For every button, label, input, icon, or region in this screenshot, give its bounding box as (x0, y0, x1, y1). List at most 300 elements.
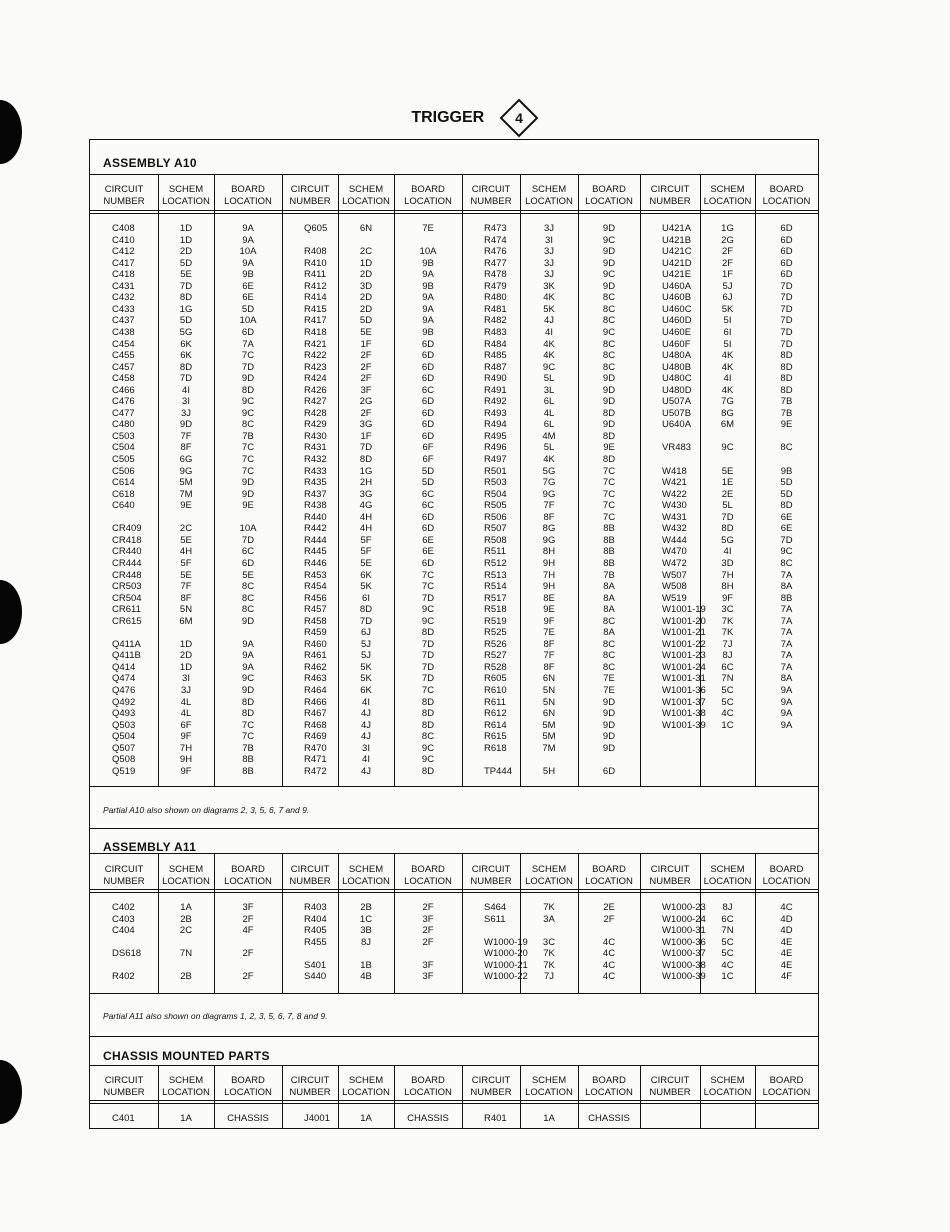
circuit-number: C618 (112, 488, 135, 500)
board-location: 7D (421, 661, 435, 673)
schem-location: 7F (180, 430, 192, 442)
section-note: Partial A10 also shown on diagrams 2, 3, 5, 6, 7 and 9. (103, 805, 310, 815)
board-location: 8D (602, 430, 616, 442)
circuit-number: U480A (662, 350, 692, 362)
board-location: 7B (780, 407, 793, 419)
board-location: 7D (780, 303, 793, 315)
schem-location: 7N (721, 673, 734, 685)
schem-location: 6M (179, 615, 193, 627)
board-location: 5D (421, 465, 435, 477)
column-header-circuit (462, 864, 520, 888)
board-location: 6D (421, 396, 435, 408)
board-location: 7D (780, 534, 793, 546)
circuit-number: R430 (304, 430, 327, 442)
schem-location: 8D (359, 604, 373, 616)
circuit-number: U460A (662, 280, 692, 292)
circuit-number: W1001-38 (662, 708, 706, 720)
schem-location: 5E (360, 557, 372, 569)
board-location: 10A (239, 315, 257, 327)
header-line: LOCATION (162, 1087, 210, 1098)
schem-location: 6N (542, 673, 556, 685)
board-location: 8D (241, 384, 255, 396)
board-location: 7D (780, 338, 793, 350)
header-line: LOCATION (703, 196, 752, 207)
circuit-number: W1000-19 (484, 936, 528, 948)
circuit-number: R427 (304, 396, 327, 408)
circuit-number: R527 (484, 650, 507, 662)
schem-location: 4H (359, 523, 373, 535)
header-line: SCHEM (710, 864, 745, 875)
column-header-board (578, 1075, 640, 1099)
schem-location: 6N (542, 708, 556, 720)
schem-location: 2F (360, 361, 372, 373)
circuit-number: CR444 (112, 557, 142, 569)
circuit-number: R493 (484, 407, 507, 419)
board-location: 6E (780, 523, 793, 535)
schem-location: 8G (721, 407, 734, 419)
circuit-number: W1001-36 (662, 685, 706, 696)
schem-location: 7G (542, 477, 556, 489)
circuit-number: C455 (112, 350, 135, 362)
circuit-number: R478 (484, 269, 507, 281)
header-line: SCHEM (168, 184, 204, 195)
board-location: 6D (421, 419, 435, 431)
circuit-number: W1000-23 (662, 902, 706, 913)
board-location: CHASSIS (588, 1113, 630, 1124)
schem-location: 3J (543, 246, 555, 258)
circuit-number: U640A (662, 419, 692, 431)
circuit-number: R404 (304, 913, 327, 925)
board-location: 4C (602, 936, 616, 948)
circuit-number: R459 (304, 627, 327, 639)
schem-location: 4H (359, 511, 373, 523)
circuit-number: W470 (662, 546, 687, 558)
schem-location: 8F (180, 442, 192, 454)
circuit-number: CR409 (112, 523, 142, 535)
board-location: 8C (780, 557, 793, 569)
board-location: 9D (602, 396, 616, 408)
header-line: LOCATION (342, 876, 390, 887)
circuit-number: R414 (304, 292, 327, 304)
circuit-number: DS618 (112, 948, 142, 960)
schem-location: 1C (359, 913, 373, 925)
board-location: 7C (602, 465, 616, 477)
circuit-number: R410 (304, 257, 327, 269)
schem-location: 1D (179, 661, 193, 673)
board-location: 8A (603, 581, 615, 593)
section-title: ASSEMBLY A11 (103, 840, 197, 854)
board-location: 3F (242, 902, 254, 913)
column-header-schem (520, 184, 578, 208)
circuit-number: R492 (484, 396, 507, 408)
circuit-number: C433 (112, 303, 135, 315)
header-line: NUMBER (649, 876, 691, 887)
header-line: CIRCUIT (471, 1075, 511, 1086)
board-location: 6E (422, 534, 434, 546)
circuit-number: Q504 (112, 731, 136, 743)
schem-location: 8H (542, 546, 556, 558)
board-location: 7D (780, 326, 793, 338)
board-location: 8C (421, 731, 435, 743)
circuit-number: R455 (304, 936, 327, 948)
circuit-number: Q411A (112, 638, 141, 650)
board-location: 7E (422, 223, 434, 234)
schem-location: 9D (179, 419, 193, 431)
column-header-board (214, 184, 282, 208)
board-location: 9D (602, 731, 616, 743)
board-location: 8C (602, 303, 616, 315)
schem-location: 4J (360, 708, 372, 720)
circuit-number: Q605 (304, 223, 328, 234)
schem-location: 4I (182, 384, 190, 396)
board-location: 3F (422, 959, 434, 971)
column-rule (640, 174, 641, 786)
circuit-number: W1001-37 (662, 696, 706, 708)
board-location: 8A (603, 592, 615, 604)
schem-location: 5K (721, 303, 734, 315)
board-location: 2F (422, 925, 434, 937)
board-location: 2F (603, 913, 615, 925)
schem-location: 6J (722, 292, 733, 304)
board-location: 7A (780, 661, 793, 673)
board-location: 7A (242, 338, 254, 350)
circuit-number: C506 (112, 465, 135, 477)
section-title: ASSEMBLY A10 (103, 156, 197, 170)
schem-location: 6L (543, 396, 555, 408)
schem-location: 2C (179, 925, 193, 937)
circuit-number: R518 (484, 604, 507, 616)
circuit-number: R417 (304, 315, 327, 327)
column-header-circuit (90, 1075, 158, 1099)
circuit-number: C458 (112, 373, 135, 385)
header-line: CIRCUIT (104, 184, 144, 195)
circuit-number: Q503 (112, 719, 136, 731)
schem-location: 2B (360, 902, 372, 913)
circuit-number: W431 (662, 511, 687, 523)
schem-location: 2B (180, 913, 192, 925)
circuit-number: W1000-20 (484, 948, 528, 960)
table-bottom-rule (90, 993, 818, 994)
board-location: 9A (780, 708, 793, 720)
column-header-board (755, 1075, 818, 1099)
circuit-number: R433 (304, 465, 327, 477)
header-top-rule (90, 174, 818, 175)
schem-location: 4K (543, 454, 555, 465)
schem-location: 5E (180, 269, 192, 281)
board-location: 2F (422, 936, 434, 948)
schem-location: 1D (179, 638, 193, 650)
circuit-number: R408 (304, 246, 327, 258)
circuit-number: R528 (484, 661, 507, 673)
schem-location: 2G (721, 234, 734, 246)
section-2 (90, 1036, 818, 1128)
schem-location: 6C (721, 913, 734, 925)
column-header-circuit (282, 1075, 338, 1099)
circuit-number: C457 (112, 361, 135, 373)
header-line: LOCATION (762, 196, 811, 207)
schem-location: 9C (542, 361, 556, 373)
schem-location: 5I (723, 315, 732, 327)
board-location: 5D (780, 477, 793, 489)
column-header-schem (520, 1075, 578, 1099)
circuit-number: W1001-20 (662, 615, 706, 627)
schem-location: 8D (179, 361, 193, 373)
schem-location: 5F (360, 546, 372, 558)
circuit-number: R615 (484, 731, 507, 743)
circuit-number: W1001-22 (662, 638, 706, 650)
circuit-number: Q507 (112, 742, 136, 754)
circuit-number: R473 (484, 223, 507, 234)
parts-location-table (89, 139, 819, 1129)
header-line: SCHEM (168, 1075, 204, 1086)
schem-location: 1A (543, 1113, 555, 1124)
schem-location: 2B (180, 971, 192, 983)
column-header-circuit (282, 184, 338, 208)
board-location: 6D (780, 223, 793, 234)
column-header-schem (158, 184, 214, 208)
board-location: 8C (602, 661, 616, 673)
header-bottom-rule (90, 889, 818, 890)
circuit-number: CR418 (112, 534, 142, 546)
circuit-number: R440 (304, 511, 327, 523)
header-line: CIRCUIT (290, 864, 330, 875)
circuit-number: R483 (484, 326, 507, 338)
circuit-number: W1000-39 (662, 971, 706, 983)
schem-location: 7D (359, 442, 373, 454)
column-header-board (755, 864, 818, 888)
schem-location: 9F (543, 615, 555, 627)
circuit-number: C402 (112, 902, 135, 913)
column-header-schem (158, 1075, 214, 1099)
schem-location: 9C (721, 442, 734, 454)
diagram-number-diamond-icon (499, 98, 539, 138)
board-location: 9A (422, 315, 434, 327)
schem-location: 6I (723, 326, 732, 338)
circuit-number: R605 (484, 673, 507, 685)
schem-location: 5D (179, 315, 193, 327)
column-header-board (214, 864, 282, 888)
header-line: BOARD (592, 864, 626, 875)
board-location: 10A (239, 246, 257, 258)
circuit-number: R474 (484, 234, 507, 246)
circuit-number: R525 (484, 627, 507, 639)
board-location: 8D (602, 454, 616, 465)
schem-location: 7D (179, 280, 193, 292)
schem-location: 3C (721, 604, 734, 616)
board-location: 8B (603, 534, 615, 546)
circuit-number: W1000-31 (662, 925, 706, 937)
board-location: 8B (242, 754, 254, 766)
circuit-number: R466 (304, 696, 327, 708)
board-location: 6C (421, 384, 435, 396)
board-location: 6C (421, 500, 435, 512)
board-location: 8C (241, 419, 255, 431)
schem-location: 5K (360, 661, 372, 673)
board-location: 8C (241, 604, 255, 616)
circuit-number: U507B (662, 407, 692, 419)
circuit-number: U460F (662, 338, 691, 350)
header-line: SCHEM (531, 864, 567, 875)
board-location: 8C (602, 338, 616, 350)
schem-location: 3J (543, 223, 555, 234)
board-location: 8B (603, 523, 615, 535)
circuit-number: S440 (304, 971, 327, 983)
schem-location: 7J (543, 971, 555, 983)
board-location: 9D (602, 246, 616, 258)
circuit-number: C403 (112, 913, 135, 925)
board-location: 8D (241, 696, 255, 708)
circuit-number: Q492 (112, 696, 136, 708)
circuit-number: C404 (112, 925, 135, 937)
board-location: 10A (239, 523, 257, 535)
circuit-number: R403 (304, 902, 327, 913)
board-location: 7D (780, 315, 793, 327)
board-location: 6E (242, 280, 254, 292)
circuit-number: R612 (484, 708, 507, 720)
circuit-number: R517 (484, 592, 507, 604)
column-header-circuit (640, 1075, 700, 1099)
board-location: 9D (602, 696, 616, 708)
schem-location: 1D (179, 234, 193, 246)
board-location: 7C (602, 511, 616, 523)
schem-location: 4H (179, 546, 193, 558)
board-location: 4C (602, 948, 616, 960)
header-line: LOCATION (342, 1087, 390, 1098)
board-location: 9B (780, 465, 793, 477)
schem-location: 5C (721, 936, 734, 948)
header-line: LOCATION (224, 876, 272, 887)
schem-location: 7F (543, 500, 555, 512)
board-location: 9C (241, 673, 255, 685)
schem-location: 8J (722, 650, 733, 662)
schem-location: 1G (721, 223, 734, 234)
schem-location: 1A (180, 902, 192, 913)
circuit-number: U460B (662, 292, 692, 304)
circuit-number: CR503 (112, 581, 142, 593)
circuit-number: R401 (484, 1113, 507, 1124)
circuit-number: R458 (304, 615, 327, 627)
circuit-number: W1000-37 (662, 948, 706, 960)
board-location: 9B (422, 257, 434, 269)
schem-location: 4J (360, 765, 372, 777)
circuit-number: C614 (112, 477, 135, 489)
circuit-number: R494 (484, 419, 507, 431)
circuit-number: U480B (662, 361, 692, 373)
board-location: 7E (603, 685, 615, 696)
circuit-number: R618 (484, 742, 507, 754)
board-location: 9D (241, 477, 255, 489)
board-location: 9D (602, 373, 616, 385)
board-location: 8A (603, 627, 615, 639)
circuit-number: R411 (304, 269, 327, 281)
schem-location: 2F (360, 373, 372, 385)
circuit-number: C417 (112, 257, 135, 269)
circuit-number: R431 (304, 442, 327, 454)
board-location: 9D (602, 280, 616, 292)
board-location: 9D (602, 742, 616, 754)
schem-location: 4J (360, 719, 372, 731)
circuit-number: C480 (112, 419, 135, 431)
schem-location: 4J (360, 731, 372, 743)
board-location: 6E (780, 511, 793, 523)
circuit-number: R464 (304, 685, 327, 696)
circuit-number: R445 (304, 546, 327, 558)
schem-location: 8D (359, 454, 373, 465)
header-bottom-rule-double (90, 213, 818, 214)
circuit-number: R505 (484, 500, 507, 512)
circuit-number: R514 (484, 581, 507, 593)
board-location: 9E (780, 419, 793, 431)
schem-location: 1A (360, 1113, 372, 1124)
circuit-number: R432 (304, 454, 327, 465)
board-location: 9C (602, 269, 616, 281)
header-line: LOCATION (404, 876, 452, 887)
board-location: 8D (421, 696, 435, 708)
board-location: 4E (780, 936, 793, 948)
circuit-number: W1000-22 (484, 971, 528, 983)
column-header-schem (338, 184, 394, 208)
column-rule (282, 174, 283, 786)
schem-location: 9H (179, 754, 193, 766)
schem-location: 7K (721, 615, 734, 627)
schem-location: 4K (543, 338, 555, 350)
punch-hole-middle (0, 580, 22, 644)
header-line: LOCATION (224, 1087, 272, 1098)
circuit-number: R511 (484, 546, 507, 558)
circuit-number: R446 (304, 557, 327, 569)
board-location: CHASSIS (227, 1113, 269, 1124)
board-location: 9A (242, 661, 254, 673)
circuit-number: R504 (484, 488, 507, 500)
board-location: 8C (602, 292, 616, 304)
circuit-number: S401 (304, 959, 327, 971)
schem-location: 5E (180, 534, 192, 546)
schem-location: 5M (179, 477, 193, 489)
schem-location: 8F (543, 638, 555, 650)
header-line: BOARD (411, 184, 445, 195)
schem-location: 6K (360, 685, 372, 696)
column-header-schem (338, 864, 394, 888)
header-line: LOCATION (585, 876, 633, 887)
column-header-board (755, 184, 818, 208)
schem-location: 5G (542, 465, 556, 477)
circuit-number: R480 (484, 292, 507, 304)
schem-location: 7K (543, 902, 555, 913)
header-line: SCHEM (168, 864, 204, 875)
board-location: 8D (421, 719, 435, 731)
circuit-number: R512 (484, 557, 507, 569)
board-location: 8D (602, 407, 616, 419)
schem-location: 6C (721, 661, 734, 673)
circuit-number: VR483 (662, 442, 692, 454)
board-location: 2E (603, 902, 615, 913)
board-location: 8A (780, 581, 793, 593)
schem-location: 4I (723, 373, 732, 385)
board-location: 9E (242, 500, 254, 512)
board-location: 9D (602, 257, 616, 269)
header-line: CIRCUIT (650, 864, 690, 875)
board-location: 9C (421, 742, 435, 754)
board-location: 6D (421, 338, 435, 350)
schem-location: 5N (179, 604, 193, 616)
schem-location: 4L (180, 708, 192, 720)
circuit-number: R429 (304, 419, 327, 431)
board-location: 4F (780, 971, 793, 983)
board-location: 8B (242, 765, 254, 777)
circuit-number: R484 (484, 338, 507, 350)
column-header-circuit (640, 184, 700, 208)
schem-location: 5C (721, 696, 734, 708)
